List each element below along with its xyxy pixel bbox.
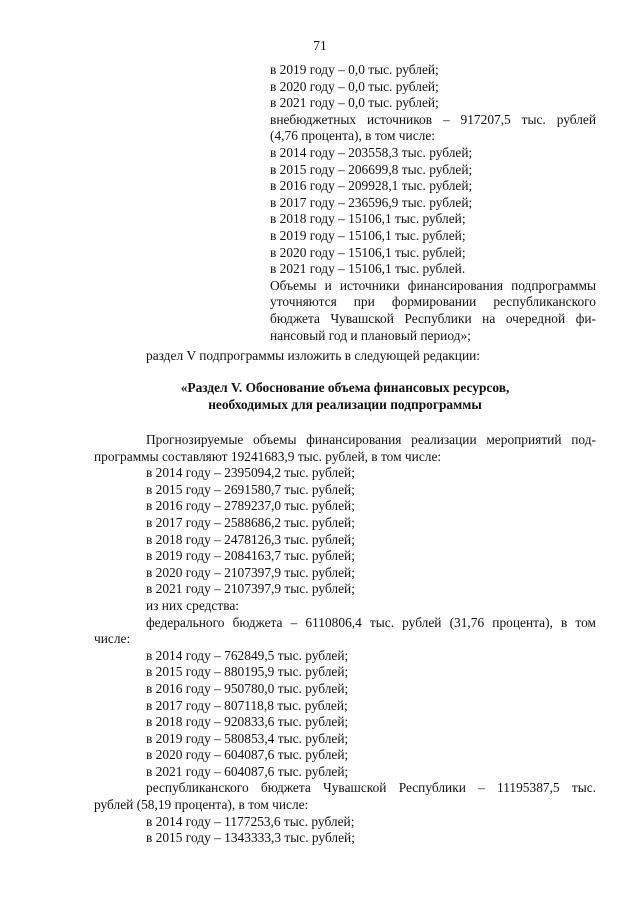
year-line: в 2021 году – 2107397,9 тыс. рублей; <box>146 581 355 597</box>
year-line: в 2021 году – 0,0 тыс. рублей; <box>270 95 439 111</box>
year-line: в 2021 году – 15106,1 тыс. рублей. <box>270 261 466 277</box>
year-line: в 2016 году – 209928,1 тыс. рублей; <box>270 178 473 194</box>
year-line: в 2015 году – 2691580,7 тыс. рублей; <box>146 481 355 497</box>
extra-budget-line: (4,76 процента), в том числе: <box>270 128 435 144</box>
instruction-paragraph <box>94 348 596 365</box>
year-line: в 2014 году – 203558,3 тыс. рублей; <box>270 144 473 160</box>
year-line: в 2020 году – 604087,6 тыс. рублей; <box>146 747 349 763</box>
section-heading-line: необходимых для реализации подпрограммы <box>208 396 482 412</box>
of-them-line: из них средства: <box>146 597 240 613</box>
forecast-section <box>94 432 596 847</box>
year-line: в 2014 году – 1177253,6 тыс. рублей; <box>146 813 355 829</box>
instruction-text: раздел V подпрограммы изложить в следующей редакции: <box>146 348 481 363</box>
year-line: в 2015 году – 206699,8 тыс. рублей; <box>270 161 473 177</box>
year-line: в 2019 году – 580853,4 тыс. рублей; <box>146 730 349 746</box>
federal-budget-line: федерального бюджета – 6110806,4 тыс. рублей (31,76 процента), в том <box>146 614 596 630</box>
republic-budget-line: республиканского бюджета Чувашской Республики – 11195387,5 тыс. <box>146 780 596 796</box>
year-line: в 2018 году – 920833,6 тыс. рублей; <box>146 714 349 730</box>
forecast-intro-line: Прогнозируемые объемы финансирования реализации мероприятий под- <box>146 432 596 447</box>
page-number: 71 <box>313 38 327 53</box>
year-line: в 2016 году – 950780,0 тыс. рублей; <box>146 680 349 696</box>
year-line: в 2020 году – 2107397,9 тыс. рублей; <box>146 564 355 580</box>
note-line: бюджета Чувашской Республики на очередной фи- <box>270 310 596 326</box>
year-line: в 2021 году – 604087,6 тыс. рублей; <box>146 763 349 779</box>
year-line: в 2015 году – 880195,9 тыс. рублей; <box>146 664 349 680</box>
section-heading-line: «Раздел V. Обоснование объема финансовых ресурсов, <box>180 380 510 395</box>
forecast-intro-line: программы составляют 19241683,9 тыс. рублей, в том числе: <box>94 448 442 464</box>
extra-budget-line: внебюджетных источников – 917207,5 тыс. рублей <box>270 111 596 127</box>
year-line: в 2020 году – 15106,1 тыс. рублей; <box>270 244 466 260</box>
year-line: в 2019 году – 0,0 тыс. рублей; <box>270 62 439 77</box>
year-line: в 2018 году – 15106,1 тыс. рублей; <box>270 211 466 227</box>
note-line: Объемы и источники финансирования подпрограммы <box>270 277 596 293</box>
year-line: в 2017 году – 807118,8 тыс. рублей; <box>146 697 348 713</box>
section-heading <box>94 380 596 413</box>
year-line: в 2016 году – 2789237,0 тыс. рублей; <box>146 498 355 514</box>
note-line: нансовый год и плановый период»; <box>270 327 471 343</box>
republic-budget-line: рублей (58,19 процента), в том числе: <box>94 797 309 813</box>
top-funding-block <box>270 62 596 344</box>
federal-budget-line: числе: <box>94 631 131 647</box>
year-line: в 2017 году – 2588686,2 тыс. рублей; <box>146 514 355 530</box>
year-line: в 2018 году – 2478126,3 тыс. рублей; <box>146 531 355 547</box>
year-line: в 2020 году – 0,0 тыс. рублей; <box>270 78 439 94</box>
year-line: в 2019 году – 15106,1 тыс. рублей; <box>270 227 466 243</box>
year-line: в 2014 году – 2395094,2 тыс. рублей; <box>146 465 355 481</box>
year-line: в 2019 году – 2084163,7 тыс. рублей; <box>146 548 355 564</box>
note-line: уточняются при формировании республиканского <box>270 294 596 310</box>
year-line: в 2015 году – 1343333,3 тыс. рублей; <box>146 830 355 846</box>
year-line: в 2014 году – 762849,5 тыс. рублей; <box>146 647 349 663</box>
year-line: в 2017 году – 236596,9 тыс. рублей; <box>270 194 473 210</box>
